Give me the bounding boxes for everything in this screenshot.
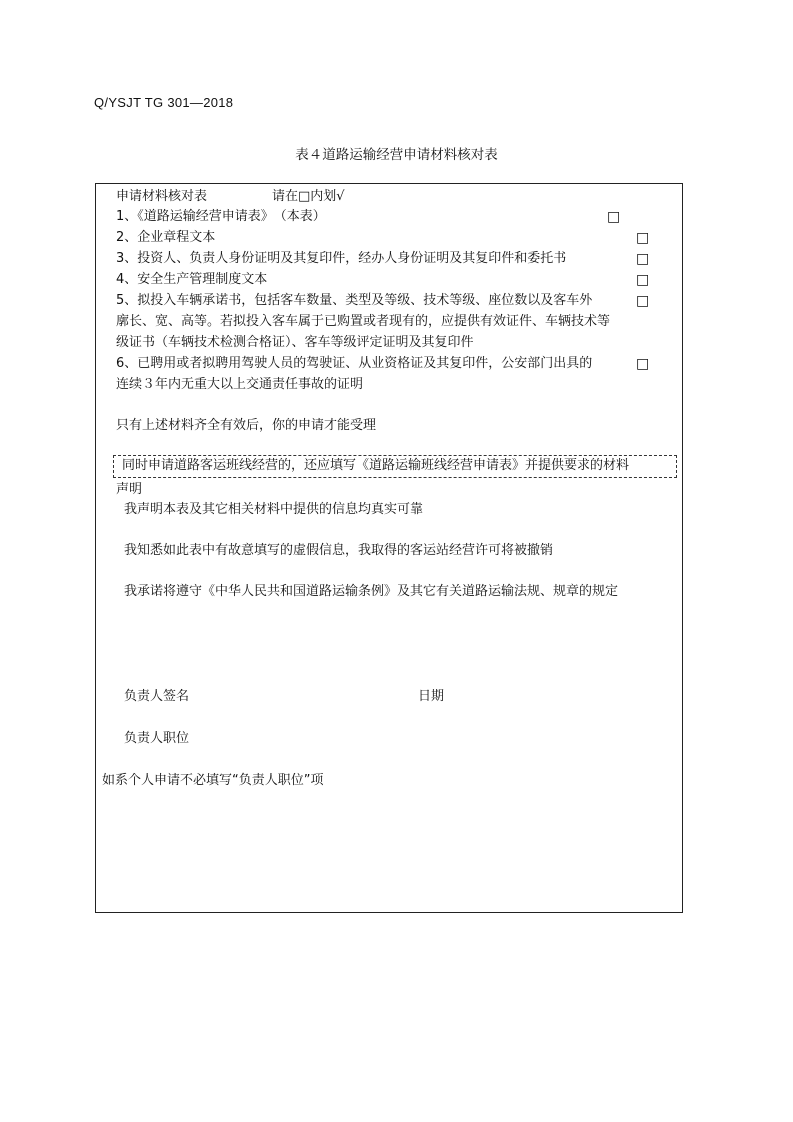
footnote: 如系个人申请不必填写“负责人职位”项 (102, 773, 324, 788)
document-code: Q/YSJT TG 301—2018 (94, 95, 234, 110)
checklist-item-6-line-1: 6、已聘用或者拟聘用驾驶人员的驾驶证、从业资格证及其复印件，公安部门出具的 (116, 356, 593, 371)
checkbox-item-6[interactable]: □ (636, 356, 650, 372)
declaration-statement-1: 我声明本表及其它相关材料中提供的信息均真实可靠 (124, 502, 424, 517)
checklist-item-4: 4、安全生产管理制度文本 (116, 272, 268, 287)
route-note: 同时申请道路客运班线经营的，还应填写《道路运输班线经营申请表》并提供要求的材料 (122, 458, 630, 473)
position-label: 负责人职位 (124, 731, 190, 746)
acceptance-note: 只有上述材料齐全有效后，你的申请才能受理 (116, 418, 377, 433)
date-label: 日期 (418, 689, 445, 704)
declaration-statement-3: 我承诺将遵守《中华人民共和国道路运输条例》及其它有关道路运输法规、规章的规定 (124, 584, 619, 599)
declaration-statement-2: 我知悉如此表中有故意填写的虚假信息，我取得的客运站经营许可将被撤销 (124, 543, 554, 558)
signature-label: 负责人签名 (124, 689, 190, 704)
checkbox-item-5[interactable]: □ (636, 293, 650, 309)
declaration-heading: 声明 (116, 482, 143, 497)
checklist-item-5-line-1: 5、拟投入车辆承诺书，包括客车数量、类型及等级、技术等级、座位数以及客车外 (116, 293, 593, 308)
checkbox-item-3[interactable]: □ (636, 251, 650, 267)
checklist-item-1: 1、《道路运输经营申请表》 （本表） (116, 209, 326, 224)
checklist-item-5-line-2: 廓长、宽、高等。若拟投入客车属于已购置或者现有的，应提供有效证件、车辆技术等 (116, 314, 611, 329)
checklist-item-3: 3、投资人、负责人身份证明及其复印件，经办人身份证明及其复印件和委托书 (116, 251, 567, 266)
checklist-heading: 申请材料核对表 (116, 189, 208, 204)
checkbox-item-4[interactable]: □ (636, 272, 650, 288)
checklist-instruction: 请在□内划√ (272, 189, 345, 204)
checkbox-item-2[interactable]: □ (636, 230, 650, 246)
table-title: 表４道路运输经营申请材料核对表 (295, 147, 498, 163)
checkbox-item-1[interactable]: □ (607, 209, 621, 225)
checklist-item-2: 2、企业章程文本 (116, 230, 216, 245)
checklist-item-5-line-3: 级证书（车辆技术检测合格证）、客车等级评定证明及其复印件 (116, 335, 474, 350)
checklist-item-6-line-2: 连续３年内无重大以上交通责任事故的证明 (116, 377, 364, 392)
